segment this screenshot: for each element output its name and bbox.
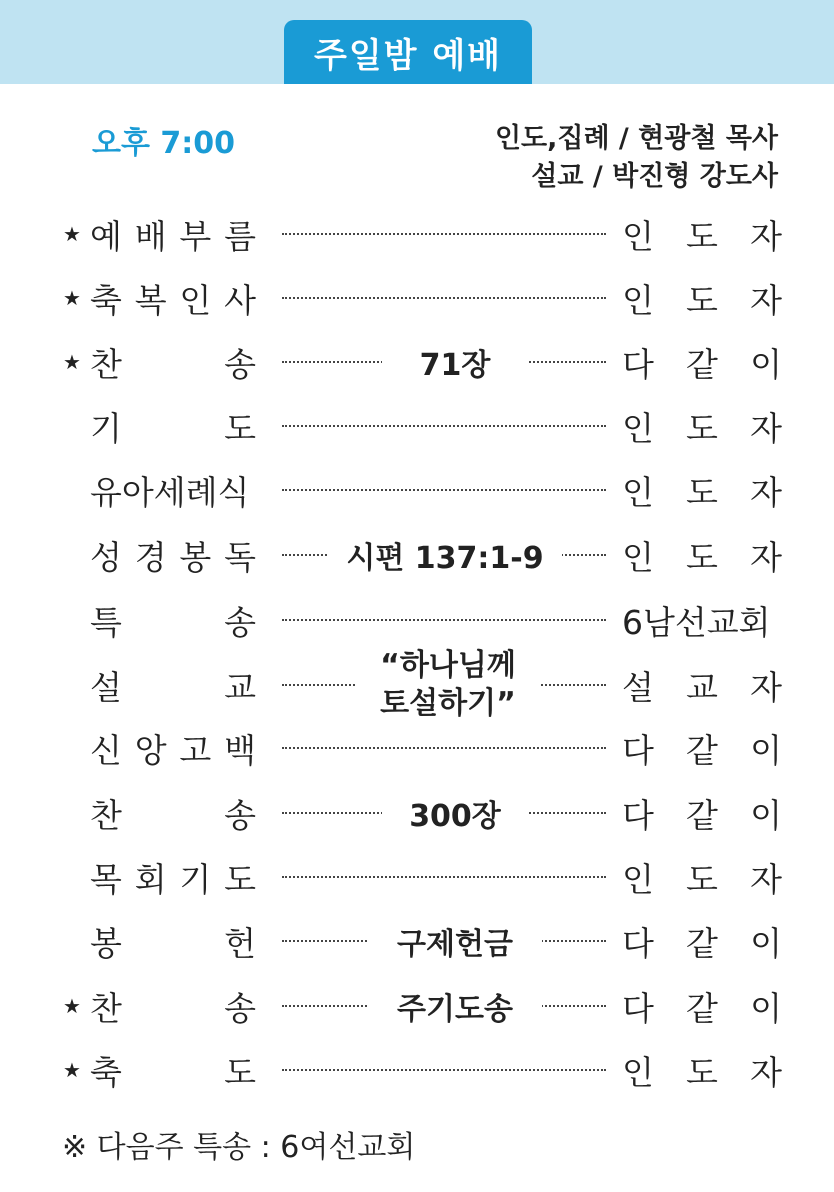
order-item-person (622, 718, 782, 778)
order-item-name-char: 송 (224, 344, 256, 384)
order-item-name-char: 배 (134, 216, 167, 256)
dotted-leader (282, 489, 606, 491)
next-week-note: ※ 다음주 특송 : 6여선교회 (62, 1130, 416, 1165)
dotted-leader (282, 619, 606, 621)
order-item-person-char: 인 (622, 1052, 654, 1092)
order-item-person-char: 이 (750, 988, 782, 1028)
order-item-name (90, 718, 256, 778)
standing-star-icon: ★ (63, 286, 81, 310)
order-item-person-char: 이 (750, 923, 782, 963)
dotted-leader (282, 876, 606, 878)
order-item-person-char: 같 (686, 988, 718, 1028)
order-item-name-char: 헌 (224, 923, 256, 963)
leaders-block (495, 120, 778, 196)
standing-star-icon (60, 655, 84, 715)
order-item-person-char: 도 (686, 1052, 718, 1092)
order-item-name-char: 복 (134, 280, 167, 320)
order-item-person-char: 같 (686, 344, 718, 384)
order-item-person (622, 847, 782, 907)
order-item-person-char: 도 (686, 280, 718, 320)
order-item-person (622, 1040, 782, 1100)
order-item-person (622, 268, 782, 328)
order-item-name (90, 655, 256, 715)
order-item-person (622, 590, 782, 650)
service-time: 오후 7:00 (92, 126, 236, 161)
order-row (60, 396, 782, 456)
order-item-name-char: 기 (90, 408, 122, 448)
order-item-person-char: 도 (686, 216, 718, 256)
order-item-name-char: 도 (224, 859, 256, 899)
order-item-person-char: 도 (686, 859, 718, 899)
order-item-name-char: 목 (90, 859, 122, 899)
order-item-name-char: 설 (90, 667, 122, 707)
standing-star-icon (60, 847, 84, 907)
order-item-person-char: 자 (750, 537, 782, 577)
standing-star-icon: ★ (63, 1058, 81, 1082)
order-row (60, 648, 782, 721)
order-item-person (622, 332, 782, 392)
order-item-name (90, 396, 256, 456)
order-item-person-char: 같 (686, 795, 718, 835)
leader-line-officiant: 인도,집례 / 현광철 목사 (494, 123, 778, 154)
order-item-name-char: 기 (179, 859, 212, 899)
order-item-person-char: 자 (750, 280, 782, 320)
order-item-person (622, 525, 782, 585)
order-item-name (90, 590, 256, 650)
dotted-leader (282, 1069, 606, 1071)
order-item-name-char: 부 (179, 216, 212, 256)
order-item-name-char: 유아세례식 (90, 472, 250, 512)
order-item-person-char: 교 (686, 667, 718, 707)
order-item-name-char: 고 (179, 730, 212, 770)
order-item-name-char: 사 (224, 280, 256, 320)
order-item-name-char: 봉 (179, 537, 212, 577)
order-item-detail: 300장 (382, 783, 528, 843)
order-item-name-char: 축 (90, 1052, 122, 1092)
order-row (60, 911, 782, 971)
order-item-detail: 구제헌금 (368, 911, 542, 971)
order-item-name-char: 신 (90, 730, 122, 770)
order-item-person-char: 인 (622, 216, 654, 256)
order-item-name-char: 회 (134, 859, 167, 899)
order-item-name-char: 성 (90, 537, 122, 577)
order-row (60, 847, 782, 907)
order-item-person (622, 396, 782, 456)
order-item-person-char: 같 (686, 923, 718, 963)
order-item-name-char: 송 (224, 988, 256, 1028)
order-item-name-char: 앙 (134, 730, 167, 770)
order-row (60, 783, 782, 843)
order-row (60, 718, 782, 778)
standing-star-icon: ★ (63, 994, 81, 1018)
order-item-person-char: 같 (686, 730, 718, 770)
order-item-name-char: 름 (224, 216, 256, 256)
order-item-person (622, 655, 782, 715)
order-item-name-char: 찬 (90, 795, 122, 835)
order-item-person-char: 도 (686, 408, 718, 448)
order-item-name (90, 332, 256, 392)
order-item-name (90, 976, 256, 1036)
order-item-name-char: 도 (224, 1052, 256, 1092)
order-item-name (90, 1040, 256, 1100)
order-item-detail: 시편 137:1-9 (328, 525, 562, 585)
dotted-leader (282, 747, 606, 749)
order-row (60, 332, 782, 392)
order-row (60, 976, 782, 1036)
order-item-name (90, 460, 256, 520)
order-item-name (90, 911, 256, 971)
order-row (60, 268, 782, 328)
order-item-person-char: 이 (750, 795, 782, 835)
order-item-name-char: 송 (224, 602, 256, 642)
standing-star-icon (60, 783, 84, 843)
order-item-name (90, 268, 256, 328)
order-row (60, 1040, 782, 1100)
order-item-person (622, 460, 782, 520)
standing-star-icon: ★ (63, 222, 81, 246)
order-item-name (90, 847, 256, 907)
service-title: 주일밤 예배 (284, 20, 532, 84)
order-item-person-char: 도 (686, 537, 718, 577)
order-item-person-char: 다 (622, 730, 654, 770)
order-item-person-char: 인 (622, 408, 654, 448)
standing-star-icon (60, 590, 84, 650)
order-item-person (622, 976, 782, 1036)
order-item-person-char: 다 (622, 923, 654, 963)
order-item-name (90, 204, 256, 264)
order-item-person (622, 911, 782, 971)
order-item-person-char: 다 (622, 988, 654, 1028)
order-item-name-char: 특 (90, 602, 122, 642)
order-item-name-char: 송 (224, 795, 256, 835)
order-item-name-char: 경 (134, 537, 167, 577)
order-item-name-char: 예 (90, 216, 122, 256)
dotted-leader (282, 425, 606, 427)
order-item-detail: 71장 (382, 332, 528, 392)
order-item-person-char: 자 (750, 859, 782, 899)
leader-line-preacher: 설교 / 박진형 강도사 (531, 161, 778, 192)
order-item-person (622, 204, 782, 264)
order-item-person-char: 설 (622, 667, 654, 707)
order-row (60, 525, 782, 585)
order-item-name-char: 봉 (90, 923, 122, 963)
order-item-person-char: 자 (750, 667, 782, 707)
order-item-person (622, 783, 782, 843)
order-item-person-char: 다 (622, 344, 654, 384)
order-item-name-char: 찬 (90, 988, 122, 1028)
order-item-name-char: 축 (90, 280, 122, 320)
dotted-leader (282, 297, 606, 299)
order-item-person-char: 인 (622, 537, 654, 577)
order-item-name-char: 교 (224, 667, 256, 707)
order-item-name-char: 인 (179, 280, 212, 320)
order-item-person-char: 인 (622, 280, 654, 320)
standing-star-icon (60, 911, 84, 971)
order-item-name (90, 783, 256, 843)
order-item-person-char: 자 (750, 472, 782, 512)
order-item-person-char: 자 (750, 408, 782, 448)
order-item-person-char: 자 (750, 1052, 782, 1092)
standing-star-icon: ★ (63, 350, 81, 374)
order-row (60, 204, 782, 264)
order-item-name-char: 도 (224, 408, 256, 448)
sermon-title-line1: “하나님께 (380, 648, 516, 683)
order-item-person-char: 자 (750, 216, 782, 256)
order-item-name-char: 찬 (90, 344, 122, 384)
order-item-person-char: 6남선교회 (622, 602, 771, 642)
standing-star-icon (60, 460, 84, 520)
dotted-leader (282, 233, 606, 235)
order-item-detail: 주기도송 (368, 976, 542, 1036)
order-item-name-char: 독 (224, 537, 256, 577)
order-item-person-char: 인 (622, 472, 654, 512)
order-item-person-char: 이 (750, 730, 782, 770)
standing-star-icon (60, 525, 84, 585)
standing-star-icon (60, 396, 84, 456)
order-item-person-char: 이 (750, 344, 782, 384)
order-item-person-char: 다 (622, 795, 654, 835)
order-item-person-char: 인 (622, 859, 654, 899)
order-row (60, 460, 782, 520)
order-item-person-char: 도 (686, 472, 718, 512)
order-item-name (90, 525, 256, 585)
sermon-title-line2: 토설하기” (380, 686, 516, 721)
standing-star-icon (60, 718, 84, 778)
order-item-name-char: 백 (224, 730, 256, 770)
